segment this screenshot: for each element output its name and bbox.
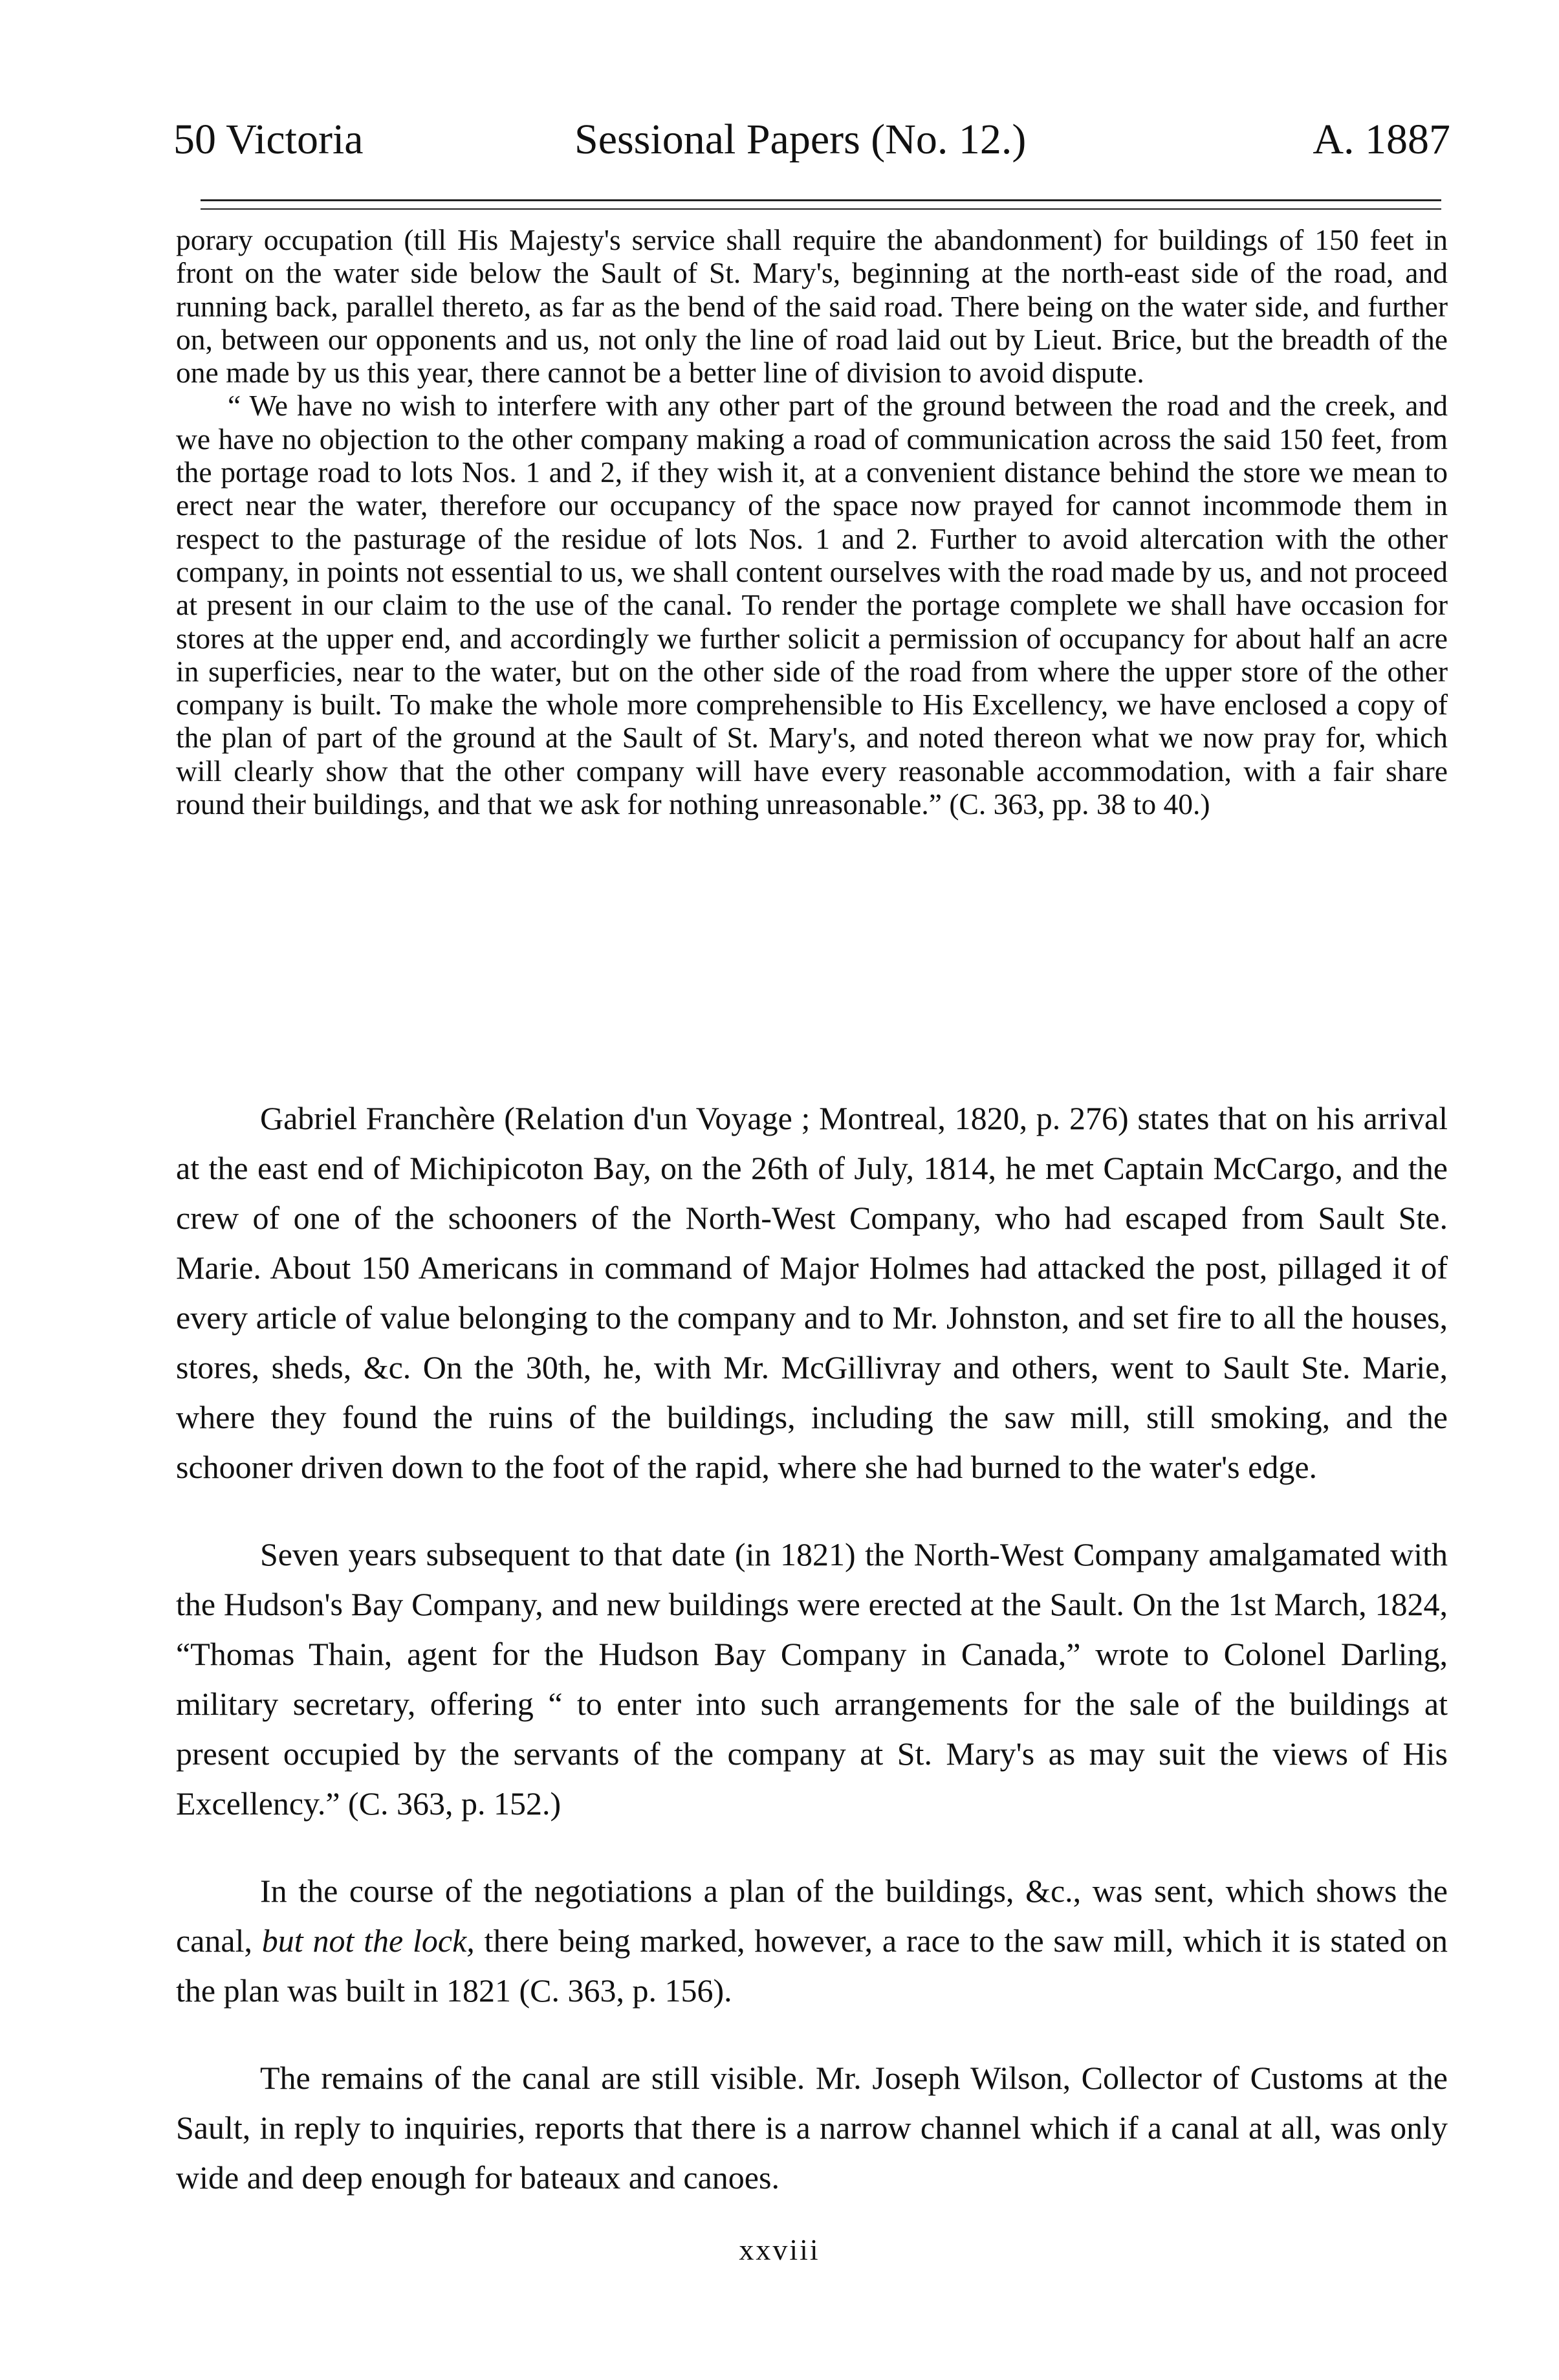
header-session: 50 Victoria	[173, 116, 364, 163]
negotiations-text-start: In the course of the negotiations a plan of the buildings, &c., was sent, which shows the canal,	[176, 1873, 1448, 1959]
running-header	[173, 115, 1450, 180]
page-number: xxviii	[739, 2233, 820, 2266]
paragraph-negotiations	[176, 1866, 1448, 2016]
paragraph-canal-remains: The remains of the canal are still visible. Mr. Joseph Wilson, Collector of Customs at the Sault, in reply to inquiries, reports that there is a narrow channel which if a canal at all, was only wide and deep enough for bateaux and canoes.	[176, 2060, 1448, 2196]
header-rule-thick	[201, 199, 1441, 201]
negotiations-text-end: there being marked, however, a race to the saw mill, which it is stated on the plan was built in 1821 (C. 363, p. 156).	[176, 1923, 1448, 2009]
header-year: A. 1887	[1313, 116, 1450, 163]
paragraph-amalgamation: Seven years subsequent to that date (in 1821) the North-West Company amalgamated with the Hudson's Bay Company, and new buildings were erected at the Sault. On the 1st March, 1824, “Thomas Thain, agent for the Hudson Bay Company in Canada,” wrote to Colonel Darling, military secretary, offering “ to enter into such arrangements for the sale of the buildings at present occupied by the servants of the company at St. Mary's as may suit the views of His Excellency.” (C. 363, p. 152.)	[176, 1536, 1448, 1822]
negotiations-italic: but not the lock,	[261, 1923, 475, 1959]
paragraph-franchere: Gabriel Franchère (Relation d'un Voyage ; Montreal, 1820, p. 276) states that on his arrival at the east end of Michipicoton Bay, on the 26th of July, 1814, he met Captain McCargo, and the crew of one of the schooners of the North-West Company, who had escaped from Sault Ste. Marie. About 150 Americans in command of Major Holmes had attacked the post, pillaged it of every article of value belonging to the company and to Mr. Johnston, and set fire to all the houses, stores, sheds, &c. On the 30th, he, with Mr. McGillivray and others, went to Sault Ste. Marie, where they found the ruins of the buildings, including the saw mill, still smoking, and the schooner driven down to the foot of the rapid, where she had burned to the water's edge.	[176, 1100, 1448, 1485]
header-publication: Sessional Papers (No. 12.)	[574, 116, 1027, 163]
header-rule-thin	[201, 208, 1441, 210]
quote-paragraph-2: “ We have no wish to interfere with any other part of the ground between the road and the creek, and we have no objection to the other company making a road of communication across the said 150 feet, from the portage road to lots Nos. 1 and 2, if they wish it, at a convenient distance behind the store we mean to erect near the water, therefore our occupancy of the space now prayed for cannot incommode them in respect to the pasturage of the residue of lots Nos. 1 and 2. Further to avoid altercation with the other company, in points not essential to us, we shall content ourselves with the road made by us, and not proceed at present in our claim to the use of the canal. To render the portage complete we shall have occasion for stores at the upper end, and accordingly we further solicit a permission of occupancy for about half an acre in superficies, near to the water, but on the other side of the road from where the upper store of the other company is built. To make the whole more comprehensible to His Excellency, we have enclosed a copy of the plan of part of the ground at the Sault of St. Mary's, and noted thereon what we now pray for, which will clearly show that the other company will have every reasonable accommodation, with a fair share round their buildings, and that we ask for nothing unreasonable.” (C. 363, pp. 38 to 40.)	[176, 389, 1448, 821]
quoted-letter	[176, 223, 1448, 821]
main-text	[176, 1094, 1448, 2203]
quote-paragraph-1: porary occupation (till His Majesty's service shall require the abandonment) for buildings of 150 feet in front on the water side below the Sault of St. Mary's, beginning at the north-east side of the road, and running back, parallel thereto, as far as the bend of the said road. There being on the water side, and further on, between our opponents and us, not only the line of road laid out by Lieut. Brice, but the breadth of the one made by us this year, there cannot be a better line of division to avoid dispute.	[176, 223, 1448, 390]
